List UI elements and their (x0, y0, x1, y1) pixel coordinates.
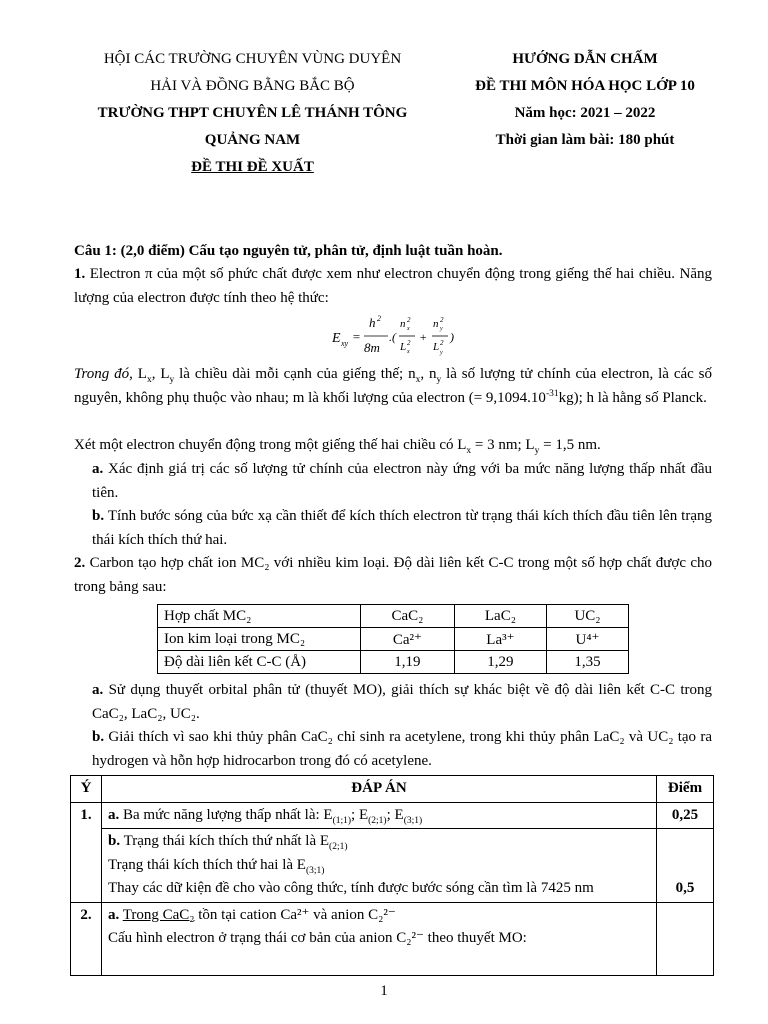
answer-row: 2. a. Trong CaC₂ tồn tại cation Ca²⁺ và anion C₂²⁻ Cấu hình electron ở trạng thái cơ bản của anion C₂²⁻ theo thuyết MO: (71, 902, 714, 975)
definitions-paragraph: Trong đó, $L_x$, $L_y$ là chiều dài mỗi cạnh của giếng thế; $n_x$, $n_y$ là số lượng tử chính của electron, là các số nguyên, không phụ thuộc vào nhau; m là khối lượng của electron (= $9,1094.10^{-31}kg$); h là hằng số Planck. (74, 366, 713, 406)
svg-text:=: = (352, 329, 361, 344)
part-1a: a. Xác định giá trị các số lượng tử chính của electron này ứng với ba mức năng lượng thấp nhất đầu tiên. (92, 461, 712, 501)
question-part-1 (74, 263, 712, 310)
mass-exponent: -31 (545, 388, 559, 399)
answer-row: b. Trạng thái kích thích thứ nhất là $E_{(2;1)}$ Trạng thái kích thích thứ hai là $E_{(3;1)}$ Thay các dữ kiện đề cho vào công thức, tính được bước sóng cần tìm là 7425 nm 0,5 (71, 829, 714, 903)
answer-header-row (71, 776, 714, 803)
where-label: Trong đó (74, 366, 130, 382)
svg-text:n: n (400, 318, 406, 330)
part-1-number: 1. (74, 266, 86, 282)
svg-text:x: x (407, 349, 410, 355)
part-1b: b. Tính bước sóng của bức xạ cần thiết để kích thích electron từ trạng thái kích thích đầu tiên lên trạng thái kích thích thứ hai. (92, 508, 712, 548)
answer-table (70, 775, 714, 976)
header-left (60, 46, 445, 181)
answer-row: 1. a. Ba mức năng lượng thấp nhất là: $E_{(1;1)}$; $E_{(2;1)}$; $E_{(3;1)}$ 0,25 (71, 802, 714, 829)
svg-text:h: h (369, 315, 376, 330)
svg-text:2: 2 (407, 339, 411, 347)
svg-text:2: 2 (440, 316, 444, 324)
svg-text:x: x (407, 326, 410, 332)
table-row: Ion kim loại trong MC₂ Ca²⁺ La³⁺ U⁴⁺ (158, 628, 629, 651)
school-line-1: TRƯỜNG THPT CHUYÊN LÊ THÁNH TÔNG (97, 105, 408, 121)
consider-line: Xét một electron chuyển động trong một giếng thế hai chiều có $L_x = 3$ nm; $L_y = 1,5$ nm. (74, 437, 601, 456)
doc-subject: ĐỀ THI MÔN HÓA HỌC LỚP 10 (475, 78, 695, 94)
doc-title: HƯỚNG DẪN CHẤM (512, 51, 658, 67)
school-year: Năm học: 2021 – 2022 (514, 105, 656, 121)
svg-text:E: E (332, 331, 341, 346)
duration: Thời gian làm bài: 180 phút (495, 132, 675, 148)
svg-text:): ) (450, 330, 454, 344)
question-title: Câu 1: (2,0 điểm) Cấu tạo nguyên tử, phân tử, định luật tuần hoàn. (74, 243, 503, 259)
part-1-text: Electron π của một số phức chất được xem như electron chuyển động trong giếng thế hai chiều. Năng lượng của electron được tính theo hệ thức: (74, 266, 713, 306)
page-number: 1 (380, 983, 388, 999)
part-2a: a. Sử dụng thuyết orbital phân tử (thuyết MO), giải thích sự khác biệt về độ dài liên kết C-C trong CaC₂, LaC₂, UC₂. (92, 682, 712, 722)
header-right (450, 46, 720, 154)
org-line-1: HỘI CÁC TRƯỜNG CHUYÊN VÙNG DUYÊN (103, 51, 402, 67)
part-2b: b. Giải thích vì sao khi thủy phân CaC₂ chỉ sinh ra acetylene, trong khi thủy phân LaC₂ và UC₂ tạo ra hydrogen và hỗn hợp hidrocarbon trong đó có acetylene. (92, 729, 713, 769)
svg-text:L: L (433, 341, 440, 353)
table-row: Hợp chất MC₂ CaC₂ LaC₂ UC₂ (158, 605, 629, 628)
svg-text:+: + (419, 330, 428, 344)
col-score: Điểm (657, 776, 714, 803)
bond-length-table (157, 604, 629, 674)
svg-text:y: y (440, 326, 443, 332)
org-line-2: HẢI VÀ ĐỒNG BẰNG BẮC BỘ (150, 78, 355, 94)
svg-text:8m: 8m (364, 340, 380, 355)
svg-text:2: 2 (407, 316, 411, 324)
school-line-2: QUẢNG NAM (204, 132, 301, 148)
col-answer: ĐÁP ÁN (102, 776, 657, 803)
question-part-2: 2. Carbon tạo hợp chất ion MC₂ với nhiều kim loại. Độ dài liên kết C-C trong một số hợp chất được cho trong bảng sau: (74, 555, 713, 595)
energy-formula (332, 312, 462, 360)
svg-text:.(: .( (389, 330, 396, 344)
exam-type: ĐỀ THI ĐỀ XUẤT (191, 159, 314, 175)
table-row: Độ dài liên kết C-C (Å) 1,19 1,29 1,35 (158, 651, 629, 674)
svg-text:y: y (440, 350, 443, 356)
svg-text:2: 2 (440, 339, 444, 347)
svg-text:L: L (400, 341, 407, 353)
col-y: Ý (71, 776, 102, 803)
svg-text:2: 2 (377, 314, 381, 323)
svg-text:n: n (433, 318, 439, 330)
svg-text:xy: xy (341, 339, 349, 348)
formula-graphic (332, 312, 462, 360)
